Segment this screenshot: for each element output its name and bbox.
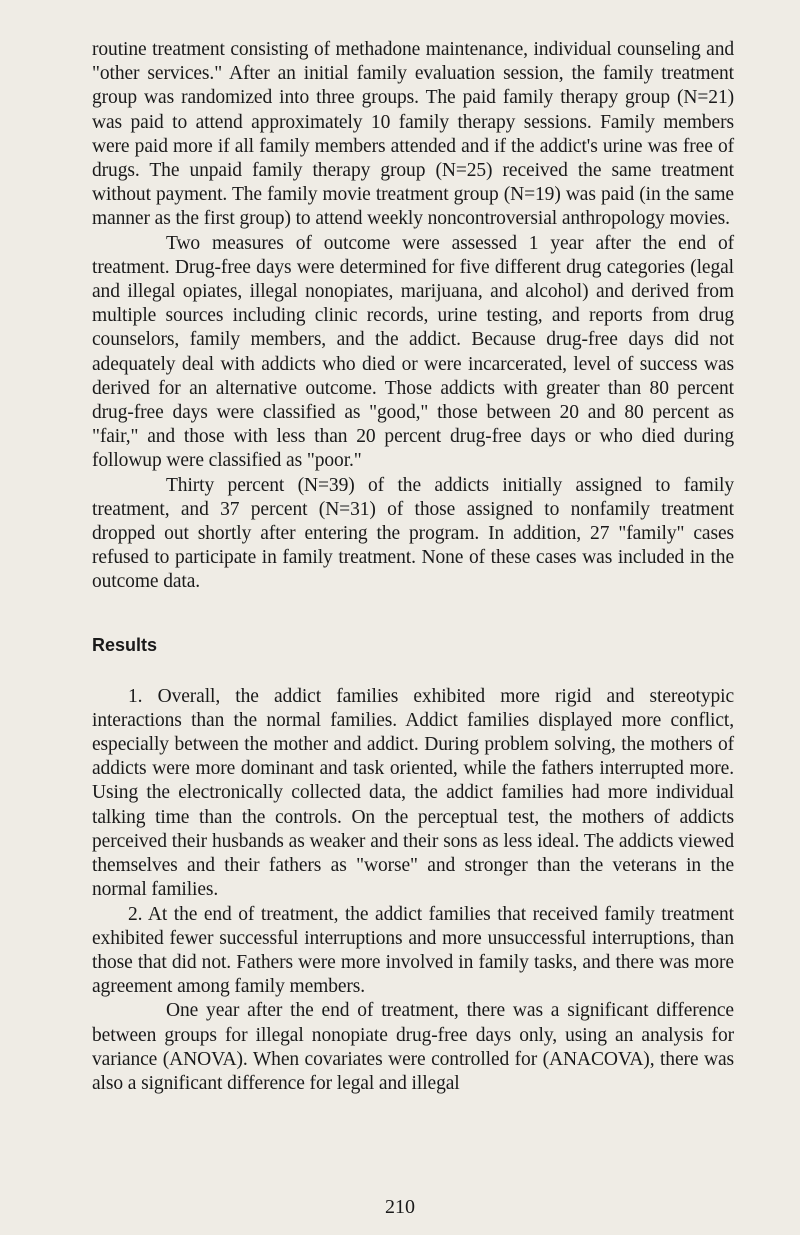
document-page (92, 38, 734, 1096)
paragraph-outcome-measures: Two measures of outcome were assessed 1 year after the end of treatment. Drug-free days were determined for five different drug categories (legal and illegal opiates, illegal nonopiates, marijuana, and alcohol) and derived from multiple sources including clinic records, urine testing, and reports from drug counselors, family members, and the addict. Because drug-free days did not adequately deal with addicts who died or were incarcerated, level of success was derived for an alternative outcome. Those addicts with greater than 80 percent drug-free days were classified as "good," those between 20 and 80 percent as "fair," and those with less than 20 percent drug-free days or who died during followup were classified as "poor." (92, 232, 734, 472)
results-item-1: 1. Overall, the addict families exhibited more rigid and stereotypic interactions than the normal families. Addict families displayed more conflict, especially between the mother and addict. During problem solving, the mothers of addicts were more dominant and task oriented, while the fathers interrupted more. Using the electronically collected data, the addict families had more individual talking time than the controls. On the perceptual test, the mothers of addicts perceived their husbands as weaker and their sons as less ideal. The addicts viewed themselves and their fathers as "worse" and stronger than the veterans in the normal families. (92, 685, 734, 901)
page-number: 210 (385, 1196, 415, 1218)
results-item-2: 2. At the end of treatment, the addict families that received family treatment exhibited fewer successful interruptions and more unsuccessful interruptions, than those that did not. Fathers were more involved in family tasks, and there was more agreement among family members. (92, 903, 734, 998)
paragraph-treatment-groups: routine treatment consisting of methadone maintenance, individual counseling and "other services." After an initial family evaluation session, the family treatment group was randomized into three groups. The paid family therapy group (N=21) was paid to attend approximately 10 family therapy sessions. Family members were paid more if all family members attended and if the addict's urine was free of drugs. The unpaid family therapy group (N=25) received the same treatment without payment. The family movie treatment group (N=19) was paid (in the same manner as the first group) to attend weekly noncontroversial anthropology movies. (92, 39, 734, 230)
paragraph-one-year-followup: One year after the end of treatment, there was a significant difference between groups for illegal nonopiate drug-free days only, using an analysis for variance (ANOVA). When covariates were controlled for (ANACOVA), there was also a significant difference for legal and illegal (92, 1000, 734, 1094)
paragraph-dropouts: Thirty percent (N=39) of the addicts initially assigned to family treatment, and 37 percent (N=31) of those assigned to nonfamily treatment dropped out shortly after entering the program. In addition, 27 "family" cases refused to participate in family treatment. None of these cases was included in the outcome data. (92, 474, 734, 593)
section-heading-results: Results (92, 634, 158, 655)
